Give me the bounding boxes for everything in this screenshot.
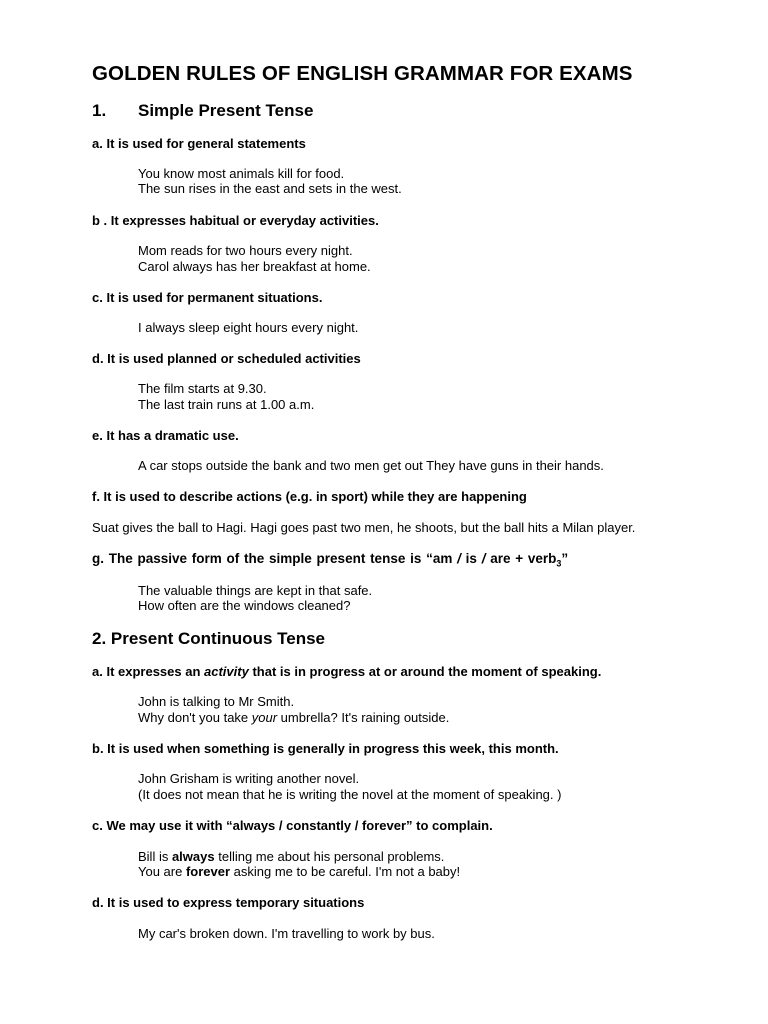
rule-1g-slash-2: /: [481, 551, 486, 566]
rule-2b-example-1: John Grisham is writing another novel.: [138, 771, 360, 786]
rule-1g-is: is: [465, 551, 477, 566]
rule-2c-example-1-prefix: Bill is: [138, 849, 172, 864]
rule-1c-label: c. It is used for permanent situations.: [92, 290, 323, 305]
section-2-heading: 2. Present Continuous Tense: [92, 629, 326, 648]
rule-2a-label-suffix: that is in progress at or around the moment of speaking.: [248, 664, 602, 679]
rule-1f-example-1: Suat gives the ball to Hagi. Hagi goes past two men, he shoots, but the ball hits a Milan player.: [92, 520, 636, 535]
rule-2c-example-1-suffix: telling me about his personal problems.: [214, 849, 445, 864]
rule-2a-label-prefix: a. It expresses an: [92, 664, 205, 679]
rule-2d-label: d. It is used to express temporary situations: [92, 895, 365, 910]
rule-2a-example-2-italic: your: [251, 710, 278, 725]
rule-1b-label: b . It expresses habitual or everyday activities.: [92, 213, 379, 228]
rule-1b-example-1: Mom reads for two hours every night.: [138, 243, 353, 258]
rule-2c-example-2-prefix: You are: [138, 864, 186, 879]
rule-2b-label: b. It is used when something is generally in progress this week, this month.: [92, 741, 559, 756]
rule-1d-example-2: The last train runs at 1.00 a.m.: [138, 397, 315, 412]
rule-2a-example-2: [138, 710, 449, 725]
rule-1g-label-prefix: g. The passive form of the simple present tense is “am: [92, 551, 453, 566]
rule-1g-closing-quote: ”: [561, 551, 569, 566]
rule-2a-example-1: John is talking to Mr Smith.: [138, 694, 295, 709]
rule-1e-label: e. It has a dramatic use.: [92, 428, 239, 443]
rule-2a-label: [92, 664, 601, 679]
rule-1a-example-2: The sun rises in the east and sets in the west.: [138, 181, 402, 196]
rule-1e-example-1: A car stops outside the bank and two men get out They have guns in their hands.: [138, 458, 604, 473]
rule-2c-example-2-suffix: asking me to be careful. I'm not a baby!: [230, 864, 461, 879]
rule-2d-example-1: My car's broken down. I'm travelling to work by bus.: [138, 926, 435, 941]
rule-2c-example-2: [138, 864, 460, 879]
rule-1d-label: d. It is used planned or scheduled activities: [92, 351, 361, 366]
document-title: GOLDEN RULES OF ENGLISH GRAMMAR FOR EXAMS: [92, 62, 633, 85]
rule-1g-example-1: The valuable things are kept in that safe.: [138, 583, 373, 598]
rule-2a-label-italic: activity: [204, 664, 249, 679]
rule-1d-example-1: The film starts at 9.30.: [138, 381, 267, 396]
rule-2c-example-1: [138, 849, 444, 864]
section-1-heading: Simple Present Tense: [138, 101, 314, 120]
rule-2c-example-2-bold: forever: [185, 864, 231, 879]
rule-1g-example-2: How often are the windows cleaned?: [138, 598, 351, 613]
rule-2c-example-1-bold: always: [171, 849, 215, 864]
section-1-number: 1.: [92, 101, 107, 120]
rule-1g-slash-1: /: [457, 551, 461, 566]
rule-2a-example-2-prefix: Why don't you take: [138, 710, 252, 725]
rule-2a-example-2-suffix: umbrella? It's raining outside.: [277, 710, 450, 725]
rule-1f-label: f. It is used to describe actions (e.g. in sport) while they are happening: [92, 489, 527, 504]
rule-1b-example-2: Carol always has her breakfast at home.: [138, 259, 371, 274]
rule-1a-label: a. It is used for general statements: [92, 136, 306, 151]
rule-1g-label-suffix: are + verb: [490, 551, 557, 566]
rule-2c-label: c. We may use it with “always / constantly / forever” to complain.: [92, 818, 493, 833]
rule-1g-subscript: 3: [556, 558, 562, 569]
rule-1a-example-1: You know most animals kill for food.: [138, 166, 345, 181]
rule-2b-example-2: (It does not mean that he is writing the novel at the moment of speaking. ): [138, 787, 562, 802]
rule-1c-example-1: I always sleep eight hours every night.: [138, 320, 359, 335]
rule-1g-label: [92, 551, 568, 569]
